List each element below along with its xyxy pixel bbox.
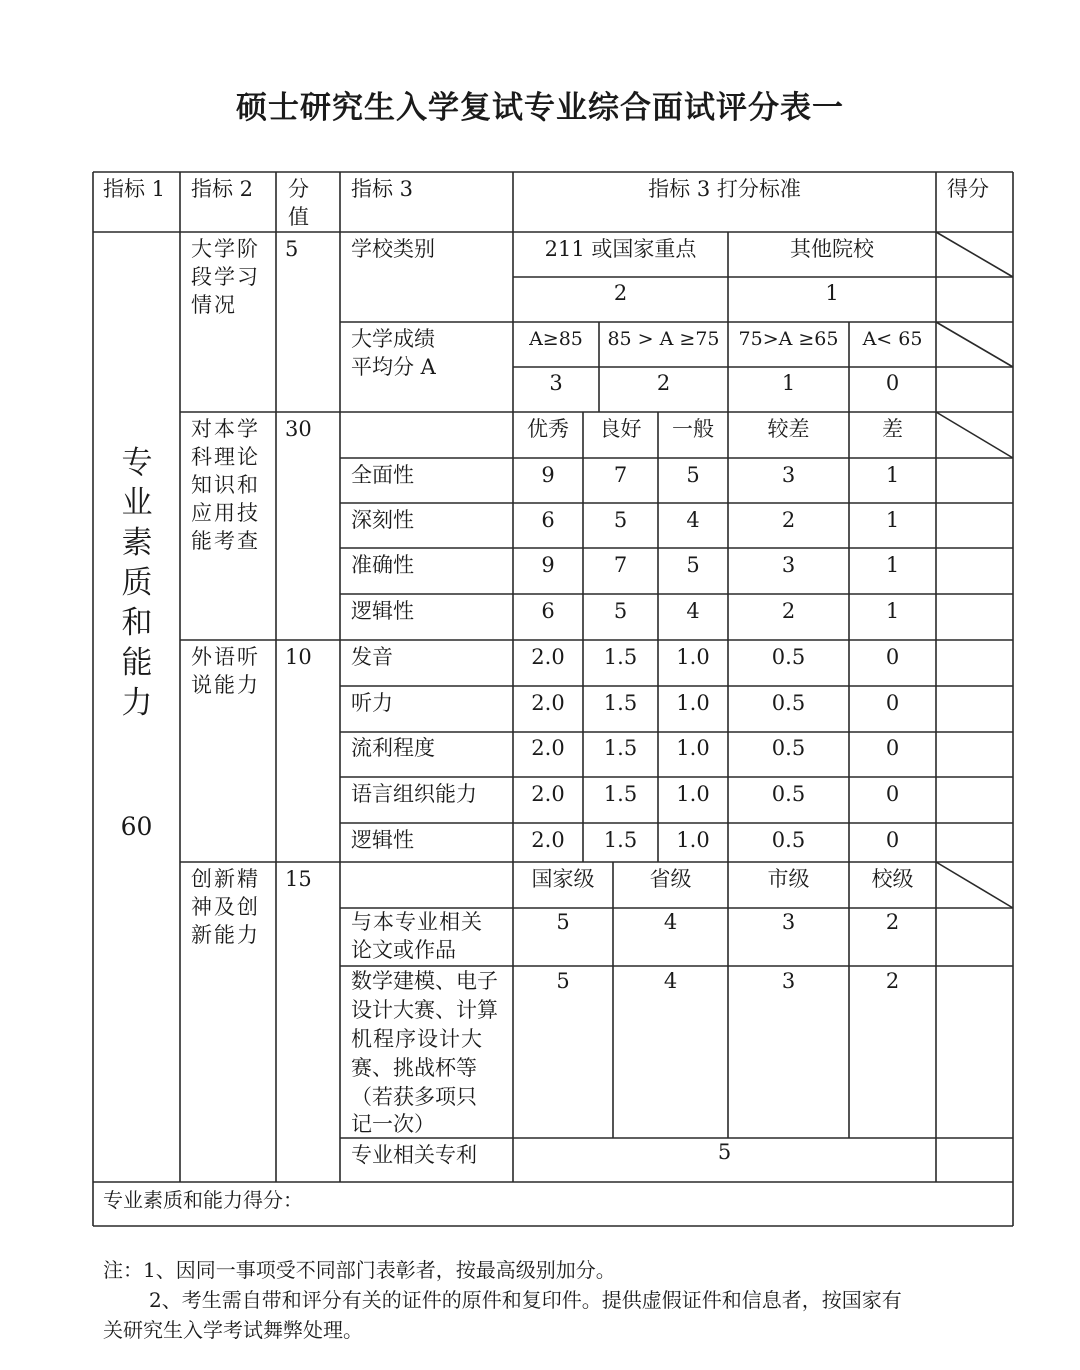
section1-name-line2: 段学习 <box>191 265 260 289</box>
language-criterion-value: 0.5 <box>771 782 806 806</box>
language-criterion-value: 1.5 <box>603 736 638 760</box>
language-criterion-value: 1.5 <box>603 828 638 852</box>
school-option-other: 其他院校 <box>790 237 874 261</box>
criterion-value: 6 <box>541 599 555 623</box>
language-criterion-value: 0.5 <box>771 645 806 669</box>
language-criterion-value: 0.5 <box>771 828 806 852</box>
language-criterion-value: 2.0 <box>531 828 565 852</box>
criterion-value: 1 <box>885 463 900 487</box>
section2-points: 30 <box>285 417 312 441</box>
language-criterion-value: 0.5 <box>771 691 806 715</box>
language-criterion-value: 0 <box>885 736 900 760</box>
criterion-value: 5 <box>686 463 700 487</box>
contest-value: 2 <box>885 969 900 993</box>
criterion-value: 6 <box>541 508 555 532</box>
paper-label-line2: 论文或作品 <box>351 938 456 962</box>
section1-name-line3: 情况 <box>191 293 237 317</box>
language-criterion-value: 1.5 <box>603 691 638 715</box>
language-criterion-value: 0.5 <box>771 736 806 760</box>
contest-label-line2: 设计大赛、计算 <box>351 998 498 1022</box>
language-criterion-value: 0 <box>885 691 900 715</box>
language-criterion-value: 2.0 <box>531 691 565 715</box>
language-criterion-value: 1.5 <box>603 645 638 669</box>
language-criterion-label: 发音 <box>351 645 393 669</box>
header-points-b: 值 <box>288 205 309 229</box>
section3-name-line1: 外语听 <box>191 645 260 669</box>
level-header: 差 <box>882 417 903 441</box>
paper-value: 5 <box>556 910 570 934</box>
award-level-header: 市级 <box>767 867 810 891</box>
language-criterion-value: 1.0 <box>676 782 710 806</box>
school-value-key: 2 <box>613 281 628 305</box>
criterion-value: 3 <box>781 463 796 487</box>
patent-label: 专业相关专利 <box>351 1143 477 1167</box>
header-points-a: 分 <box>288 177 309 201</box>
paper-value: 4 <box>663 910 678 934</box>
total-score-label: 专业素质和能力得分： <box>103 1188 303 1212</box>
school-value-other: 1 <box>825 281 839 305</box>
section3-points: 10 <box>285 645 312 669</box>
header-score: 得分 <box>947 177 989 201</box>
gpa-range: 85 > A ≥75 <box>607 328 720 350</box>
language-criterion-value: 0 <box>885 782 900 806</box>
language-criterion-value: 2.0 <box>531 645 565 669</box>
paper-label-line1: 与本专业相关 <box>351 910 483 934</box>
gpa-label-line2: 平均分 A <box>351 355 436 379</box>
patent-value: 5 <box>717 1140 732 1164</box>
gpa-value: 3 <box>549 371 563 395</box>
section4-name-line1: 创新精 <box>191 867 260 891</box>
header-indicator-3: 指标 3 <box>351 177 414 201</box>
level-header: 优秀 <box>527 417 569 441</box>
criterion-label: 深刻性 <box>351 508 414 532</box>
language-criterion-value: 1.0 <box>676 691 710 715</box>
criterion-value: 1 <box>885 599 900 623</box>
page-title: 硕士研究生入学复试专业综合面试评分表一 <box>236 90 844 126</box>
criterion-value: 5 <box>686 553 700 577</box>
contest-label-line5: （若获多项只 <box>351 1085 477 1109</box>
contest-label-line1: 数学建模、电子 <box>351 969 498 993</box>
section2-name-line4: 应用技 <box>191 501 260 525</box>
criterion-label: 准确性 <box>351 553 414 577</box>
criterion-value: 4 <box>686 508 700 532</box>
level-header: 一般 <box>672 417 714 441</box>
criterion-label: 逻辑性 <box>351 599 414 623</box>
language-criterion-value: 0 <box>885 828 900 852</box>
paper-value: 3 <box>781 910 796 934</box>
contest-label-line6: 记一次） <box>351 1112 435 1136</box>
language-criterion-label: 逻辑性 <box>351 828 414 852</box>
contest-value: 5 <box>556 969 570 993</box>
gpa-range: 75>A ≥65 <box>738 328 839 350</box>
section4-name-line3: 新能力 <box>191 923 260 947</box>
language-criterion-value: 0 <box>885 645 900 669</box>
criterion-value: 9 <box>541 553 555 577</box>
gpa-value: 1 <box>781 371 796 395</box>
section2-name-line3: 知识和 <box>191 473 260 497</box>
language-criterion-value: 1.0 <box>676 645 710 669</box>
criterion-value: 4 <box>686 599 700 623</box>
section2-name-line1: 对本学 <box>191 417 260 441</box>
award-level-header: 校级 <box>871 867 914 891</box>
level-header: 良好 <box>599 417 642 441</box>
gpa-range: A< 65 <box>862 328 923 350</box>
gpa-label-line1: 大学成绩 <box>351 327 435 351</box>
note-1: 注：1、因同一事项受不同部门表彰者，按最高级别加分。 <box>103 1258 616 1282</box>
gpa-range: A≥85 <box>529 328 583 350</box>
header-indicator-1: 指标 1 <box>103 177 166 201</box>
criterion-value: 5 <box>613 599 628 623</box>
award-level-header: 省级 <box>649 867 692 891</box>
school-option-key: 211 或国家重点 <box>544 237 697 261</box>
language-criterion-value: 1.0 <box>676 736 710 760</box>
language-criterion-value: 1.0 <box>676 828 710 852</box>
criterion-value: 1 <box>885 508 900 532</box>
header-indicator-2: 指标 2 <box>191 177 254 201</box>
category-label: 专 业 素 质 和 能 力 <box>121 445 153 721</box>
criterion-value: 2 <box>781 508 796 532</box>
note-2: 2、考生需自带和评分有关的证件的原件和复印件。提供虚假证件和信息者，按国家有 <box>149 1288 902 1312</box>
section1-points: 5 <box>285 237 299 261</box>
school-type-label: 学校类别 <box>351 237 435 261</box>
level-header: 较差 <box>767 417 810 441</box>
criterion-value: 5 <box>613 508 628 532</box>
section4-points: 15 <box>285 867 312 891</box>
paper-value: 2 <box>885 910 900 934</box>
section2-name-line2: 科理论 <box>191 445 260 469</box>
language-criterion-value: 2.0 <box>531 782 565 806</box>
contest-value: 4 <box>663 969 678 993</box>
section2-name-line5: 能考查 <box>191 529 260 553</box>
criterion-value: 7 <box>613 463 628 487</box>
criterion-value: 7 <box>613 553 628 577</box>
language-criterion-label: 流利程度 <box>351 736 435 760</box>
gpa-value: 2 <box>656 371 671 395</box>
category-score: 60 <box>120 812 153 841</box>
criterion-value: 1 <box>885 553 900 577</box>
language-criterion-value: 2.0 <box>531 736 565 760</box>
criterion-label: 全面性 <box>351 463 414 487</box>
award-level-header: 国家级 <box>531 867 595 891</box>
contest-label-line4: 赛、挑战杯等 <box>351 1056 477 1080</box>
contest-label-line3: 机程序设计大 <box>351 1027 483 1051</box>
note-2-continued: 关研究生入学考试舞弊处理。 <box>103 1318 363 1342</box>
contest-value: 3 <box>781 969 796 993</box>
section4-name-line2: 神及创 <box>191 895 260 919</box>
language-criterion-value: 1.5 <box>603 782 638 806</box>
section3-name-line2: 说能力 <box>191 673 260 697</box>
header-scoring-standard: 指标 3 打分标准 <box>648 177 801 201</box>
language-criterion-label: 听力 <box>351 691 393 715</box>
criterion-value: 9 <box>541 463 555 487</box>
criterion-value: 3 <box>781 553 796 577</box>
section1-name-line1: 大学阶 <box>191 237 260 261</box>
language-criterion-label: 语言组织能力 <box>351 782 477 806</box>
gpa-value: 0 <box>885 371 900 395</box>
criterion-value: 2 <box>781 599 796 623</box>
